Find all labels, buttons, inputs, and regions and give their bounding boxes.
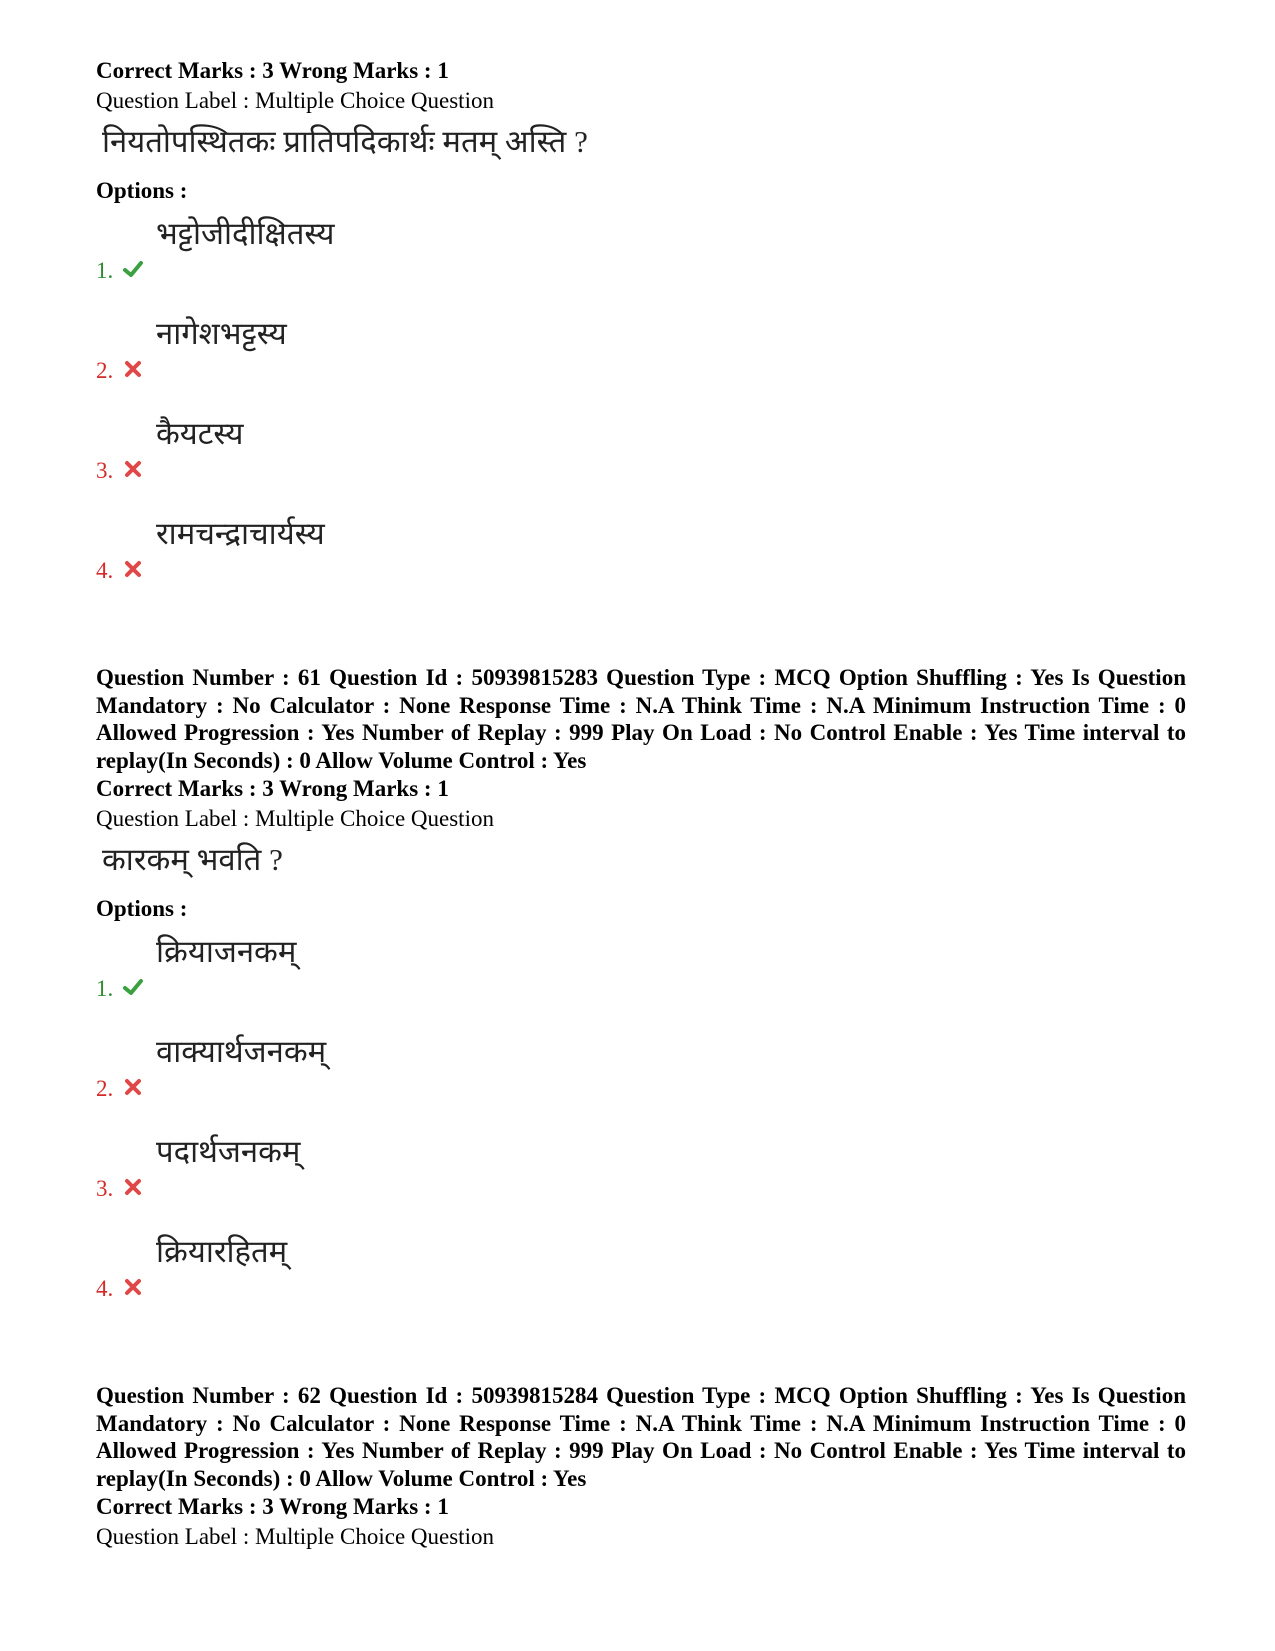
question-meta: Question Number : 62 Question Id : 50939815284 Question Type : MCQ Option Shuffling : Yes Is Question Mandatory : No Calculator : None Response Time : N.A Think Time : N.A Minimum Instruction Time : 0 Allowed Progression : Yes Number of Replay : 999 Play On Load : No Control Enable : Yes Time interval to replay(In Seconds) : 0 Allow Volume Control : Yes <box>96 1383 1186 1491</box>
option-2 <box>96 306 1186 406</box>
option-text: कैयटस्य <box>156 416 244 451</box>
option-text: नागेशभट्टस्य <box>156 316 287 351</box>
cross-icon <box>122 358 144 380</box>
option-4 <box>96 506 1186 606</box>
option-text: वाक्यार्थजनकम् <box>156 1034 327 1069</box>
cross-icon <box>122 1176 144 1198</box>
option-number: 3. <box>96 1176 114 1201</box>
document-page <box>96 56 1186 1554</box>
option-3 <box>96 406 1186 506</box>
option-number: 2. <box>96 358 114 383</box>
option-text: क्रियारहितम् <box>156 1234 288 1269</box>
cross-icon <box>122 1276 144 1298</box>
cross-icon <box>122 458 144 480</box>
question-block-60 <box>96 56 1186 606</box>
option-1 <box>96 924 1186 1024</box>
option-text: क्रियाजनकम् <box>156 934 297 969</box>
option-text: पदार्थजनकम् <box>156 1134 301 1169</box>
question-block-62 <box>96 1382 1186 1554</box>
option-1 <box>96 206 1186 306</box>
option-number: 1. <box>96 976 114 1001</box>
option-text: रामचन्द्राचार्यस्य <box>156 516 325 551</box>
question-meta: Question Number : 61 Question Id : 50939815283 Question Type : MCQ Option Shuffling : Yes Is Question Mandatory : No Calculator : None Response Time : N.A Think Time : N.A Minimum Instruction Time : 0 Allowed Progression : Yes Number of Replay : 999 Play On Load : No Control Enable : Yes Time interval to replay(In Seconds) : 0 Allow Volume Control : Yes <box>96 665 1186 773</box>
question-text: कारकम् भवति ? <box>102 842 283 877</box>
option-3 <box>96 1124 1186 1224</box>
question-block-61 <box>96 664 1186 1324</box>
option-2 <box>96 1024 1186 1124</box>
question-label: Question Label : Multiple Choice Question <box>96 88 494 113</box>
option-number: 3. <box>96 458 114 483</box>
option-4 <box>96 1224 1186 1324</box>
options-heading: Options : <box>96 896 188 921</box>
check-icon <box>122 258 144 280</box>
cross-icon <box>122 1076 144 1098</box>
check-icon <box>122 976 144 998</box>
option-number: 4. <box>96 1276 114 1301</box>
option-number: 1. <box>96 258 114 283</box>
options-heading: Options : <box>96 178 188 203</box>
option-text: भट्टोजीदीक्षितस्य <box>156 216 335 251</box>
option-number: 2. <box>96 1076 114 1101</box>
spacer <box>96 1324 1186 1382</box>
marks-line: Correct Marks : 3 Wrong Marks : 1 <box>96 1494 449 1519</box>
option-number: 4. <box>96 558 114 583</box>
question-text: नियतोपस्थितकः प्रातिपदिकार्थः मतम् अस्ति ? <box>102 124 588 159</box>
question-label: Question Label : Multiple Choice Question <box>96 806 494 831</box>
cross-icon <box>122 558 144 580</box>
spacer <box>96 606 1186 664</box>
question-label: Question Label : Multiple Choice Question <box>96 1524 494 1549</box>
marks-line: Correct Marks : 3 Wrong Marks : 1 <box>96 776 449 801</box>
marks-line: Correct Marks : 3 Wrong Marks : 1 <box>96 58 449 83</box>
